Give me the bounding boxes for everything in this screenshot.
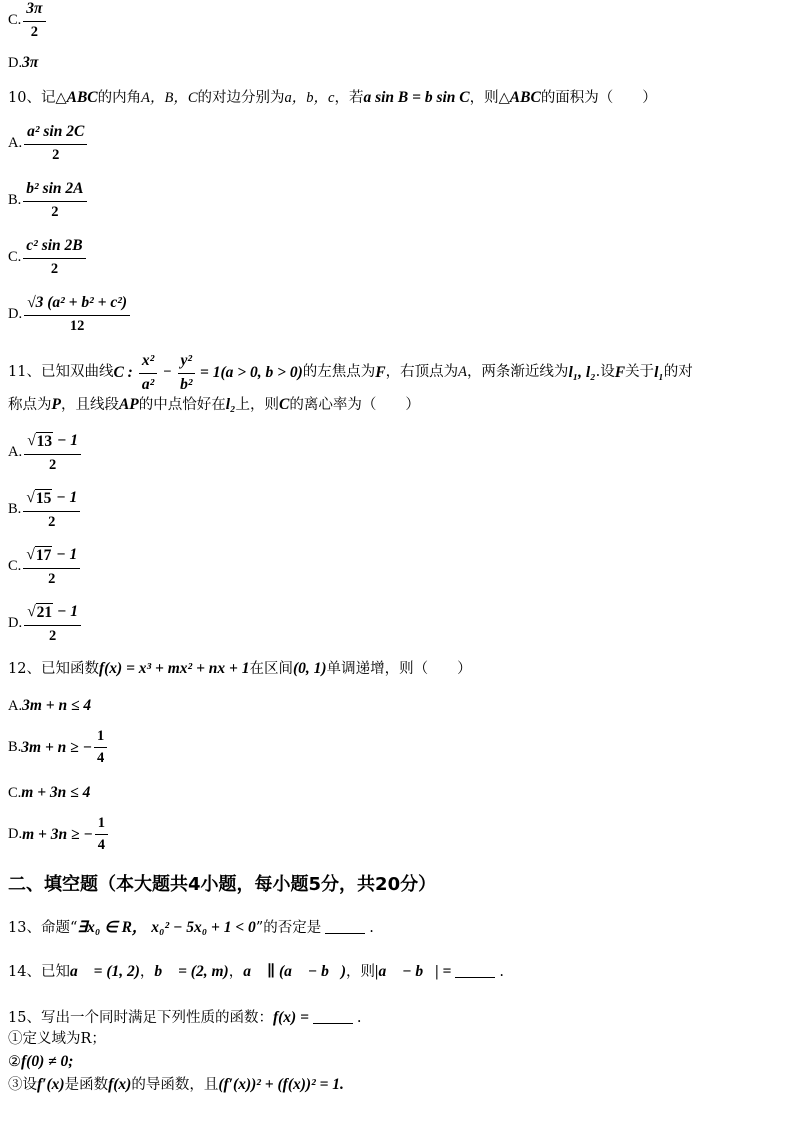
option-label: C. — [8, 248, 22, 265]
fraction-denominator: 4 — [96, 750, 105, 767]
sqrt-icon: √ 21 — [27, 603, 53, 621]
stem-vars: A，B，C — [141, 90, 198, 106]
fraction — [24, 123, 87, 164]
identity-expression: (f′(x))² + (f(x))² = 1. — [218, 1076, 344, 1093]
asymptotes: l₁, l₂ — [568, 363, 596, 381]
proposition-expression: ∃x₀ ∈ R， x₀² − 5x₀ + 1 < 0 — [77, 919, 256, 936]
fraction-numerator — [24, 603, 81, 626]
sqrt-icon: √ 17 — [26, 546, 52, 564]
stem-condition: a sin B = b sin C — [363, 89, 470, 106]
property-marker: ② — [8, 1054, 21, 1070]
q12-option-b — [8, 728, 109, 768]
question-number: 13、 — [8, 920, 41, 936]
option-label: A. — [8, 134, 23, 151]
property-2 — [8, 1053, 73, 1072]
fraction — [23, 546, 80, 588]
line-l2: l₂ — [225, 396, 236, 413]
radicand: 15 — [35, 490, 52, 507]
option-label: D. — [8, 55, 23, 71]
stem-text: 已知函数 — [40, 661, 99, 677]
question-11-stem-line-1 — [8, 352, 693, 394]
stem-text: ， — [139, 964, 155, 980]
question-12-stem — [8, 660, 472, 679]
stem-text: 在区间 — [249, 661, 293, 677]
stem-text: 命题“ — [40, 920, 78, 936]
point-f: F — [614, 363, 626, 381]
question-number: 15、 — [8, 1010, 41, 1026]
fraction — [94, 728, 107, 768]
fraction-denominator: 12 — [69, 317, 85, 334]
stem-text: .设 — [595, 364, 615, 381]
fraction-numerator: 1 — [95, 815, 108, 835]
radicand: 13 — [36, 433, 53, 450]
numerator-tail: − 1 — [52, 546, 78, 563]
stem-vars: a，b，c — [284, 90, 335, 106]
triangle-name: ABC — [66, 89, 98, 106]
fraction — [23, 489, 80, 531]
option-label: B. — [8, 739, 22, 756]
fraction-numerator: 3π — [23, 0, 45, 22]
property-1: ①定义域为R； — [8, 1031, 106, 1047]
question-13 — [8, 919, 374, 938]
stem-text: 的内角 — [97, 90, 142, 106]
fraction-numerator: c² sin 2B — [23, 237, 85, 259]
point-a: A — [458, 364, 467, 381]
curve-name: C — [279, 396, 290, 413]
equation-tail: = 1(a > 0, b > 0) — [200, 363, 303, 381]
stem-text: 的中点恰好在 — [138, 397, 226, 413]
property-3 — [8, 1076, 344, 1095]
fraction — [24, 432, 81, 474]
vector-b: b⃗ = (2, m) — [154, 963, 229, 980]
fraction-denominator: 4 — [97, 837, 106, 854]
q9-option-d — [8, 54, 38, 73]
stem-text: 的离心率为（ ） — [289, 397, 420, 413]
property-expression: f(0) ≠ 0; — [21, 1053, 74, 1070]
option-expression: m + 3n ≤ 4 — [21, 784, 91, 801]
stem-text: 称点为 — [8, 397, 52, 413]
question-11-stem-line-2 — [8, 396, 420, 415]
fraction-denominator: 2 — [50, 260, 59, 277]
numerator-tail: − 1 — [53, 603, 79, 620]
stem-text: ，两条渐近线为 — [466, 364, 569, 381]
point-f: F — [375, 363, 386, 381]
fraction-numerator: b² sin 2A — [23, 180, 86, 202]
option-label: A. — [8, 698, 23, 714]
radicand: 17 — [35, 547, 52, 564]
stem-text: ，若 — [334, 90, 364, 106]
sqrt-icon: √ 15 — [26, 489, 52, 507]
fraction-denominator: 2 — [52, 146, 60, 163]
section-2-heading: 二、填空题（本大题共4小题，每小题5分，共20分） — [8, 874, 437, 895]
fraction — [139, 352, 157, 394]
stem-text: 的左焦点为 — [302, 364, 376, 381]
question-number: 12、 — [8, 661, 41, 677]
stem-text: ，则 — [346, 964, 376, 980]
option-label: D. — [8, 305, 23, 322]
fraction — [23, 0, 45, 41]
question-number: 14、 — [8, 964, 41, 980]
fraction — [178, 352, 196, 394]
line-l1: l₁ — [654, 363, 664, 381]
q12-option-a — [8, 697, 91, 716]
fraction — [24, 294, 130, 335]
fraction-denominator: 2 — [48, 456, 57, 473]
fraction-denominator: a² — [141, 375, 155, 393]
question-15-stem — [8, 1009, 362, 1028]
q12-option-d — [8, 815, 110, 855]
numerator-tail: − 1 — [52, 489, 78, 506]
fraction-denominator: 2 — [48, 513, 56, 530]
q10-option-c — [8, 237, 88, 278]
option-label: C. — [8, 558, 22, 575]
function-expression: f(x) — [108, 1076, 132, 1093]
option-expression: 3π — [22, 54, 39, 71]
answer-blank[interactable] — [313, 1022, 353, 1024]
answer-blank[interactable] — [325, 932, 365, 934]
stem-text: . — [356, 1010, 362, 1026]
option-label: C. — [8, 785, 22, 801]
interval: (0, 1) — [293, 660, 327, 677]
question-number: 11、 — [8, 364, 41, 381]
stem-text: . — [499, 964, 504, 980]
stem-text: 已知 — [40, 964, 70, 980]
stem-text: ，且线段 — [60, 397, 119, 413]
q11-option-b — [8, 489, 82, 531]
q10-option-a — [8, 123, 89, 164]
fraction-numerator: 1 — [94, 728, 107, 748]
option-label: A. — [8, 444, 23, 461]
magnitude-expression: |a⃗ − b⃗| = — [375, 963, 452, 980]
q12-option-c — [8, 784, 90, 803]
curve-name: C : — [113, 363, 133, 381]
sqrt-icon: √ 13 — [27, 432, 53, 450]
stem-text: ，则△ — [469, 90, 510, 106]
vector-a: a⃗ = (1, 2) — [69, 963, 140, 980]
q11-option-a — [8, 432, 83, 474]
function-expression: f(x) = — [272, 1009, 309, 1026]
option-label: D. — [8, 615, 23, 632]
property-marker: ③设 — [8, 1077, 37, 1093]
option-expression: 3m + n ≤ 4 — [22, 697, 92, 714]
parallel-condition: a⃗ ∥ (a⃗ − b⃗) — [243, 963, 347, 980]
fraction-numerator: a² sin 2C — [24, 123, 87, 145]
fraction — [95, 815, 108, 855]
option-label: B. — [8, 191, 22, 208]
fraction-denominator: 2 — [51, 203, 59, 220]
fraction-numerator — [23, 489, 80, 512]
fraction-numerator — [24, 432, 81, 455]
radicand: 21 — [36, 604, 53, 621]
option-expression: 3m + n ≥ − — [21, 738, 92, 756]
question-10-stem — [8, 89, 657, 108]
point-p: P — [51, 396, 61, 413]
fraction — [23, 237, 85, 278]
fraction-denominator: b² — [180, 375, 193, 393]
stem-text: 的导函数，且 — [131, 1077, 219, 1093]
stem-text: 上，则 — [235, 397, 279, 413]
stem-text: 写出一个同时满足下列性质的函数： — [40, 1010, 273, 1026]
fraction-denominator: 2 — [48, 570, 56, 587]
answer-blank[interactable] — [455, 976, 495, 978]
fraction-denominator: 2 — [48, 627, 57, 644]
fraction-numerator: x² — [139, 352, 157, 374]
fraction — [23, 180, 86, 221]
option-label: D. — [8, 826, 23, 843]
numerator-tail: − 1 — [53, 432, 79, 449]
stem-text: . — [369, 920, 374, 936]
stem-text: 关于 — [625, 364, 655, 381]
function-expression: f(x) = x³ + mx² + nx + 1 — [98, 660, 250, 677]
q9-option-c — [8, 0, 48, 41]
option-expression: m + 3n ≥ − — [22, 825, 93, 843]
fraction-denominator: 2 — [30, 23, 39, 40]
q11-option-c — [8, 546, 82, 588]
fraction — [24, 603, 81, 645]
q10-option-b — [8, 180, 89, 221]
stem-text: ， — [228, 964, 244, 980]
derivative-expression: f′(x) — [37, 1076, 65, 1093]
question-14 — [8, 963, 504, 982]
stem-text: 的面积为（ ） — [540, 90, 657, 106]
fraction-numerator: y² — [178, 352, 196, 374]
triangle-name: ABC — [509, 89, 541, 106]
stem-text: 的对边分别为 — [197, 90, 285, 106]
stem-text: 已知双曲线 — [40, 364, 114, 381]
stem-text: 记△ — [40, 90, 67, 106]
option-label: C. — [8, 11, 22, 28]
segment-ap: AP — [118, 396, 139, 413]
option-label: B. — [8, 501, 22, 518]
stem-text: 的对 — [663, 364, 693, 381]
q10-option-d — [8, 294, 132, 335]
q11-option-d — [8, 603, 83, 645]
stem-text: ，右顶点为 — [385, 364, 459, 381]
stem-text: 是函数 — [64, 1077, 109, 1093]
question-number: 10、 — [8, 90, 41, 106]
minus-sign: − — [163, 364, 172, 381]
stem-text: 单调递增，则（ ） — [326, 661, 472, 677]
fraction-numerator: √3 (a² + b² + c²) — [24, 294, 130, 316]
fraction-numerator — [23, 546, 80, 569]
stem-text: ”的否定是 — [255, 920, 322, 936]
